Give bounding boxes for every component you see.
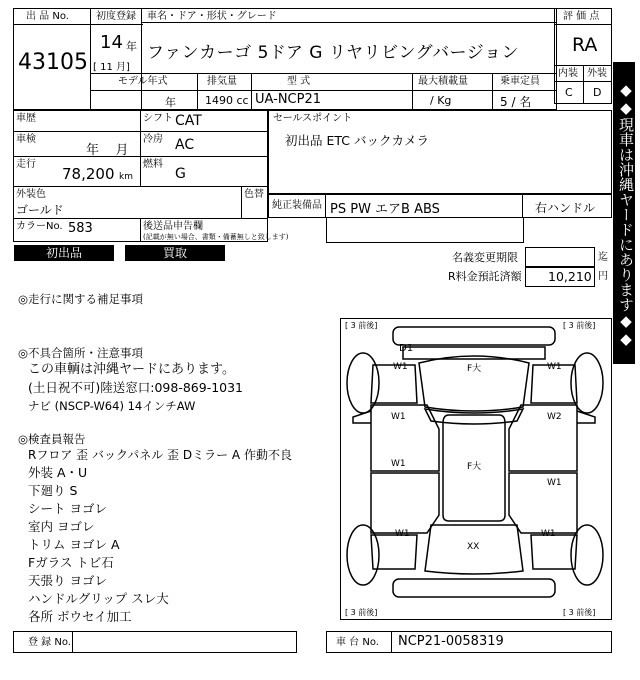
damage-mark-rf-fender: W1 xyxy=(547,362,562,372)
history-label: 車歴 xyxy=(16,113,36,124)
damage-diagram xyxy=(340,318,612,620)
inspector-line: Rフロア 歪 バックパネル 歪 Dミラー A 作動不良 xyxy=(28,448,292,462)
after-items-label: 後送品申告欄 xyxy=(143,221,203,232)
ac-label: 冷房 xyxy=(143,134,163,145)
evaluation-label: 評 価 点 xyxy=(563,11,600,22)
color-no-value: 583 xyxy=(68,221,93,236)
recycle-label: R料金預託済額 xyxy=(448,270,522,283)
chassis-label: 車 台 No. xyxy=(336,637,379,648)
inspector-line: 下廻り S xyxy=(28,483,78,498)
damage-mark-lr-fender: W1 xyxy=(395,529,410,539)
defect-title: ◎不具合箇所・注意事項 xyxy=(18,346,144,360)
displacement-label: 排気量 xyxy=(207,76,237,87)
recycle-value: 10,210 xyxy=(548,269,592,284)
inspector-list xyxy=(28,446,292,626)
equipment-value: PS PW エアB ABS xyxy=(330,202,440,217)
name-change-label: 名義変更期限 xyxy=(452,251,518,264)
exterior-label: 外装 xyxy=(587,68,607,79)
mileage-value: 78,200 xyxy=(62,165,115,183)
fuel-value: G xyxy=(175,166,186,182)
sales-point-label: セールスポイント xyxy=(273,113,353,124)
steering-value: 右ハンドル xyxy=(535,201,596,215)
right-front-door-shape xyxy=(509,405,577,471)
registration-label: 登 録 No. xyxy=(28,637,71,648)
damage-mark-roof: F大 xyxy=(467,462,482,472)
location-notice: ◆◆現車は沖縄ヤードにあります◆◆ xyxy=(613,62,635,364)
damage-mark-rr-fender: W1 xyxy=(541,529,556,539)
rear-left-wheel-shape xyxy=(347,525,379,585)
damage-mark-rf-door: W2 xyxy=(547,412,562,422)
model-year-label: モデル年式 xyxy=(118,76,168,87)
ac-value: AC xyxy=(175,137,195,153)
defect-line: (土日祝不可)陸送窓口:098-869-1031 xyxy=(28,380,244,395)
inspector-line: トリム ヨゴレ A xyxy=(28,537,120,552)
color-value: ゴールド xyxy=(16,203,64,217)
inspector-title: ◎検査員報告 xyxy=(18,432,86,446)
shift-label: シフト xyxy=(143,113,173,124)
model-year-unit: 年 xyxy=(165,96,176,109)
after-items-note: (記載が無い場合、書類・備蓄無しと致します) xyxy=(143,233,289,241)
color-label: 外装色 xyxy=(16,189,46,200)
interior-label: 内装 xyxy=(558,68,578,79)
damage-mark-rr-door: W1 xyxy=(547,478,562,488)
inspector-line: 外装 A・U xyxy=(28,465,88,480)
year-unit: 年 xyxy=(126,40,137,53)
genuine-equipment-label: 純正装備品 xyxy=(272,200,322,211)
sales-point-text: 初出品 ETC バックカメラ xyxy=(285,133,429,148)
inspector-line: Fガラス トビ石 xyxy=(28,555,114,570)
interior-grade: C xyxy=(565,86,573,99)
supplement-title: ◎走行に関する補足事項 xyxy=(18,292,144,306)
fuel-label: 燃料 xyxy=(143,159,163,170)
front-left-wheel-shape xyxy=(347,353,379,413)
defect-line: この車輌は沖縄ヤードにあります。 xyxy=(28,362,235,377)
damage-mark-hood: F大 xyxy=(467,364,482,374)
evaluation-score: RA xyxy=(572,34,598,56)
corner-front-right: [ 3 前後] xyxy=(563,321,596,330)
corner-rear-right: [ 3 前後] xyxy=(563,608,596,617)
max-load-value: / Kg xyxy=(430,94,452,107)
inspector-line: ハンドルグリップ スレ大 xyxy=(28,591,169,606)
damage-mark-lf-fender: W1 xyxy=(393,362,408,372)
registration-month: [ 11 月] xyxy=(93,62,130,73)
defect-list xyxy=(28,361,243,415)
max-load-label: 最大積載量 xyxy=(418,76,468,87)
recycle-unit: 円 xyxy=(598,271,608,282)
front-panel-shape xyxy=(403,347,545,359)
corner-rear-left: [ 3 前後] xyxy=(345,608,378,617)
color-change-label: 色替 xyxy=(244,189,264,200)
lot-number: 43105 xyxy=(18,50,88,75)
color-no-label: カラーNo. xyxy=(16,221,63,232)
right-rear-door-shape xyxy=(509,473,577,533)
lot-label: 出 品 No. xyxy=(26,11,69,22)
inspector-line: 各所 ボウセイ加工 xyxy=(28,609,132,624)
shaken-label: 車検 xyxy=(16,134,36,145)
type-label: 型 式 xyxy=(287,76,311,87)
damage-mark-d1: D1 xyxy=(399,343,414,354)
mileage-unit: km xyxy=(119,172,133,182)
damage-mark-rear: XX xyxy=(467,542,480,552)
damage-mark-lf-door: W1 xyxy=(391,412,406,422)
rear-bumper-shape xyxy=(393,579,555,597)
inspector-line: シート ヨゴレ xyxy=(28,501,107,516)
shift-value: CAT xyxy=(175,113,202,129)
capacity-label: 乗車定員 xyxy=(500,76,540,87)
inspector-line: 天張り ヨゴレ xyxy=(28,573,107,588)
purchase-button[interactable]: 買取 xyxy=(125,245,225,261)
mileage-label: 走行 xyxy=(16,159,36,170)
name-change-unit: 迄 xyxy=(598,252,608,263)
exterior-grade: D xyxy=(593,86,602,99)
corner-front-left: [ 3 前後] xyxy=(345,321,378,330)
right-rear-fender-shape xyxy=(531,535,577,569)
first-registration-label: 初度登録 xyxy=(96,11,136,22)
front-bumper-shape xyxy=(393,327,555,345)
shaken-value: 年 月 xyxy=(86,143,129,158)
displacement-value: 1490 cc xyxy=(205,94,249,107)
chassis-number: NCP21-0058319 xyxy=(398,634,504,649)
capacity-value: 5 / 名 xyxy=(500,95,532,109)
car-name: ファンカーゴ 5ドア G リヤリビングバージョン xyxy=(147,43,519,63)
inspector-line: 室内 ヨゴレ xyxy=(28,519,95,534)
left-rear-door-shape xyxy=(371,473,439,533)
type-value: UA-NCP21 xyxy=(255,92,321,107)
registration-year: 14 xyxy=(100,32,123,53)
name-change-box xyxy=(525,247,595,267)
defect-line: ナビ (NSCP-W64) 14インチAW xyxy=(28,399,196,413)
car-name-label: 車名・ドア・形状・グレード xyxy=(147,11,277,22)
damage-mark-lr-door: W1 xyxy=(391,459,406,469)
first-listing-button[interactable]: 初出品 xyxy=(14,245,114,261)
